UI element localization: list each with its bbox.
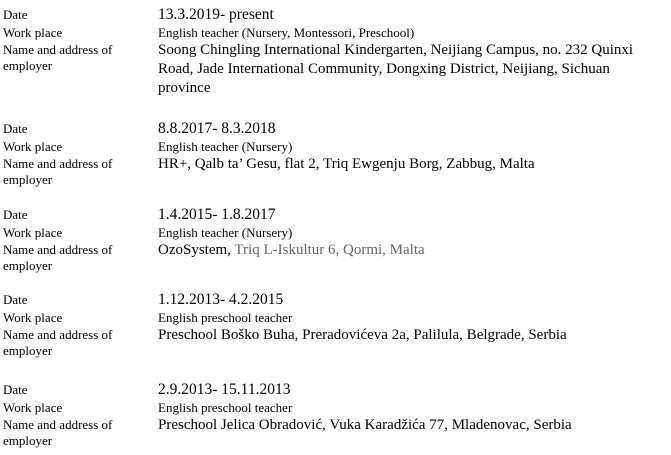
employer-value — [158, 326, 668, 345]
employer-name: OzoSystem, — [158, 242, 231, 258]
employer-value — [158, 155, 668, 174]
work-place-value: English preschool teacher — [158, 400, 293, 415]
employer-label-line: employer — [3, 58, 53, 73]
employer-label-line: employer — [3, 433, 53, 448]
employer-value — [158, 416, 668, 435]
employer-label — [3, 42, 153, 74]
employer-value — [158, 241, 668, 260]
date-value: 2.9.2013- 15.11.2013 — [158, 381, 291, 398]
work-place-label: Work place — [3, 225, 63, 240]
employer-line: Road, Jade International Community, Dongxing District, Neijiang, Sichuan — [158, 61, 610, 77]
work-place-value: English teacher (Nursery) — [158, 225, 293, 240]
work-place-value: English teacher (Nursery) — [158, 139, 293, 154]
employer-label-line: employer — [3, 172, 53, 187]
work-place-value: English teacher (Nursery, Montessori, Preschool) — [158, 25, 415, 40]
work-place-label: Work place — [3, 310, 63, 325]
employer-label — [3, 327, 153, 359]
work-place-label: Work place — [3, 400, 63, 415]
date-value: 13.3.2019- present — [158, 6, 274, 23]
employer-line: province — [158, 80, 211, 96]
employer-label-line: Name and address of — [3, 156, 113, 171]
employer-label — [3, 242, 153, 274]
employer-value — [158, 41, 668, 98]
work-place-label: Work place — [3, 139, 63, 154]
date-value: 8.8.2017- 8.3.2018 — [158, 120, 276, 137]
date-label: Date — [3, 7, 28, 22]
work-place-value: English preschool teacher — [158, 310, 293, 325]
employer-label-line: employer — [3, 258, 53, 273]
date-value: 1.4.2015- 1.8.2017 — [158, 206, 276, 223]
work-place-label: Work place — [3, 25, 63, 40]
date-label: Date — [3, 121, 28, 136]
date-value: 1.12.2013- 4.2.2015 — [158, 291, 284, 308]
employer-label — [3, 156, 153, 188]
date-label: Date — [3, 292, 28, 307]
employer-line: HR+, Qalb ta’ Gesu, flat 2, Triq Ewgenju Borg, Zabbug, Malta — [158, 156, 535, 172]
employer-label-line: Name and address of — [3, 327, 113, 342]
employer-label-line: employer — [3, 343, 53, 358]
employer-label-line: Name and address of — [3, 42, 113, 57]
date-label: Date — [3, 382, 28, 397]
employer-address: Triq L-Iskultur 6, Qormi, Malta — [230, 242, 425, 258]
employer-line: Soong Chingling International Kindergarten, Neijiang Campus, no. 232 Quinxi — [158, 42, 634, 58]
date-label: Date — [3, 207, 28, 222]
employer-label-line: Name and address of — [3, 242, 113, 257]
employer-label — [3, 417, 153, 449]
employer-label-line: Name and address of — [3, 417, 113, 432]
employer-line: Preschool Jelica Obradović, Vuka Karadžića 77, Mladenovac, Serbia — [158, 417, 572, 433]
employer-line: Preschool Boško Buha, Preradovićeva 2a, Palilula, Belgrade, Serbia — [158, 327, 567, 343]
